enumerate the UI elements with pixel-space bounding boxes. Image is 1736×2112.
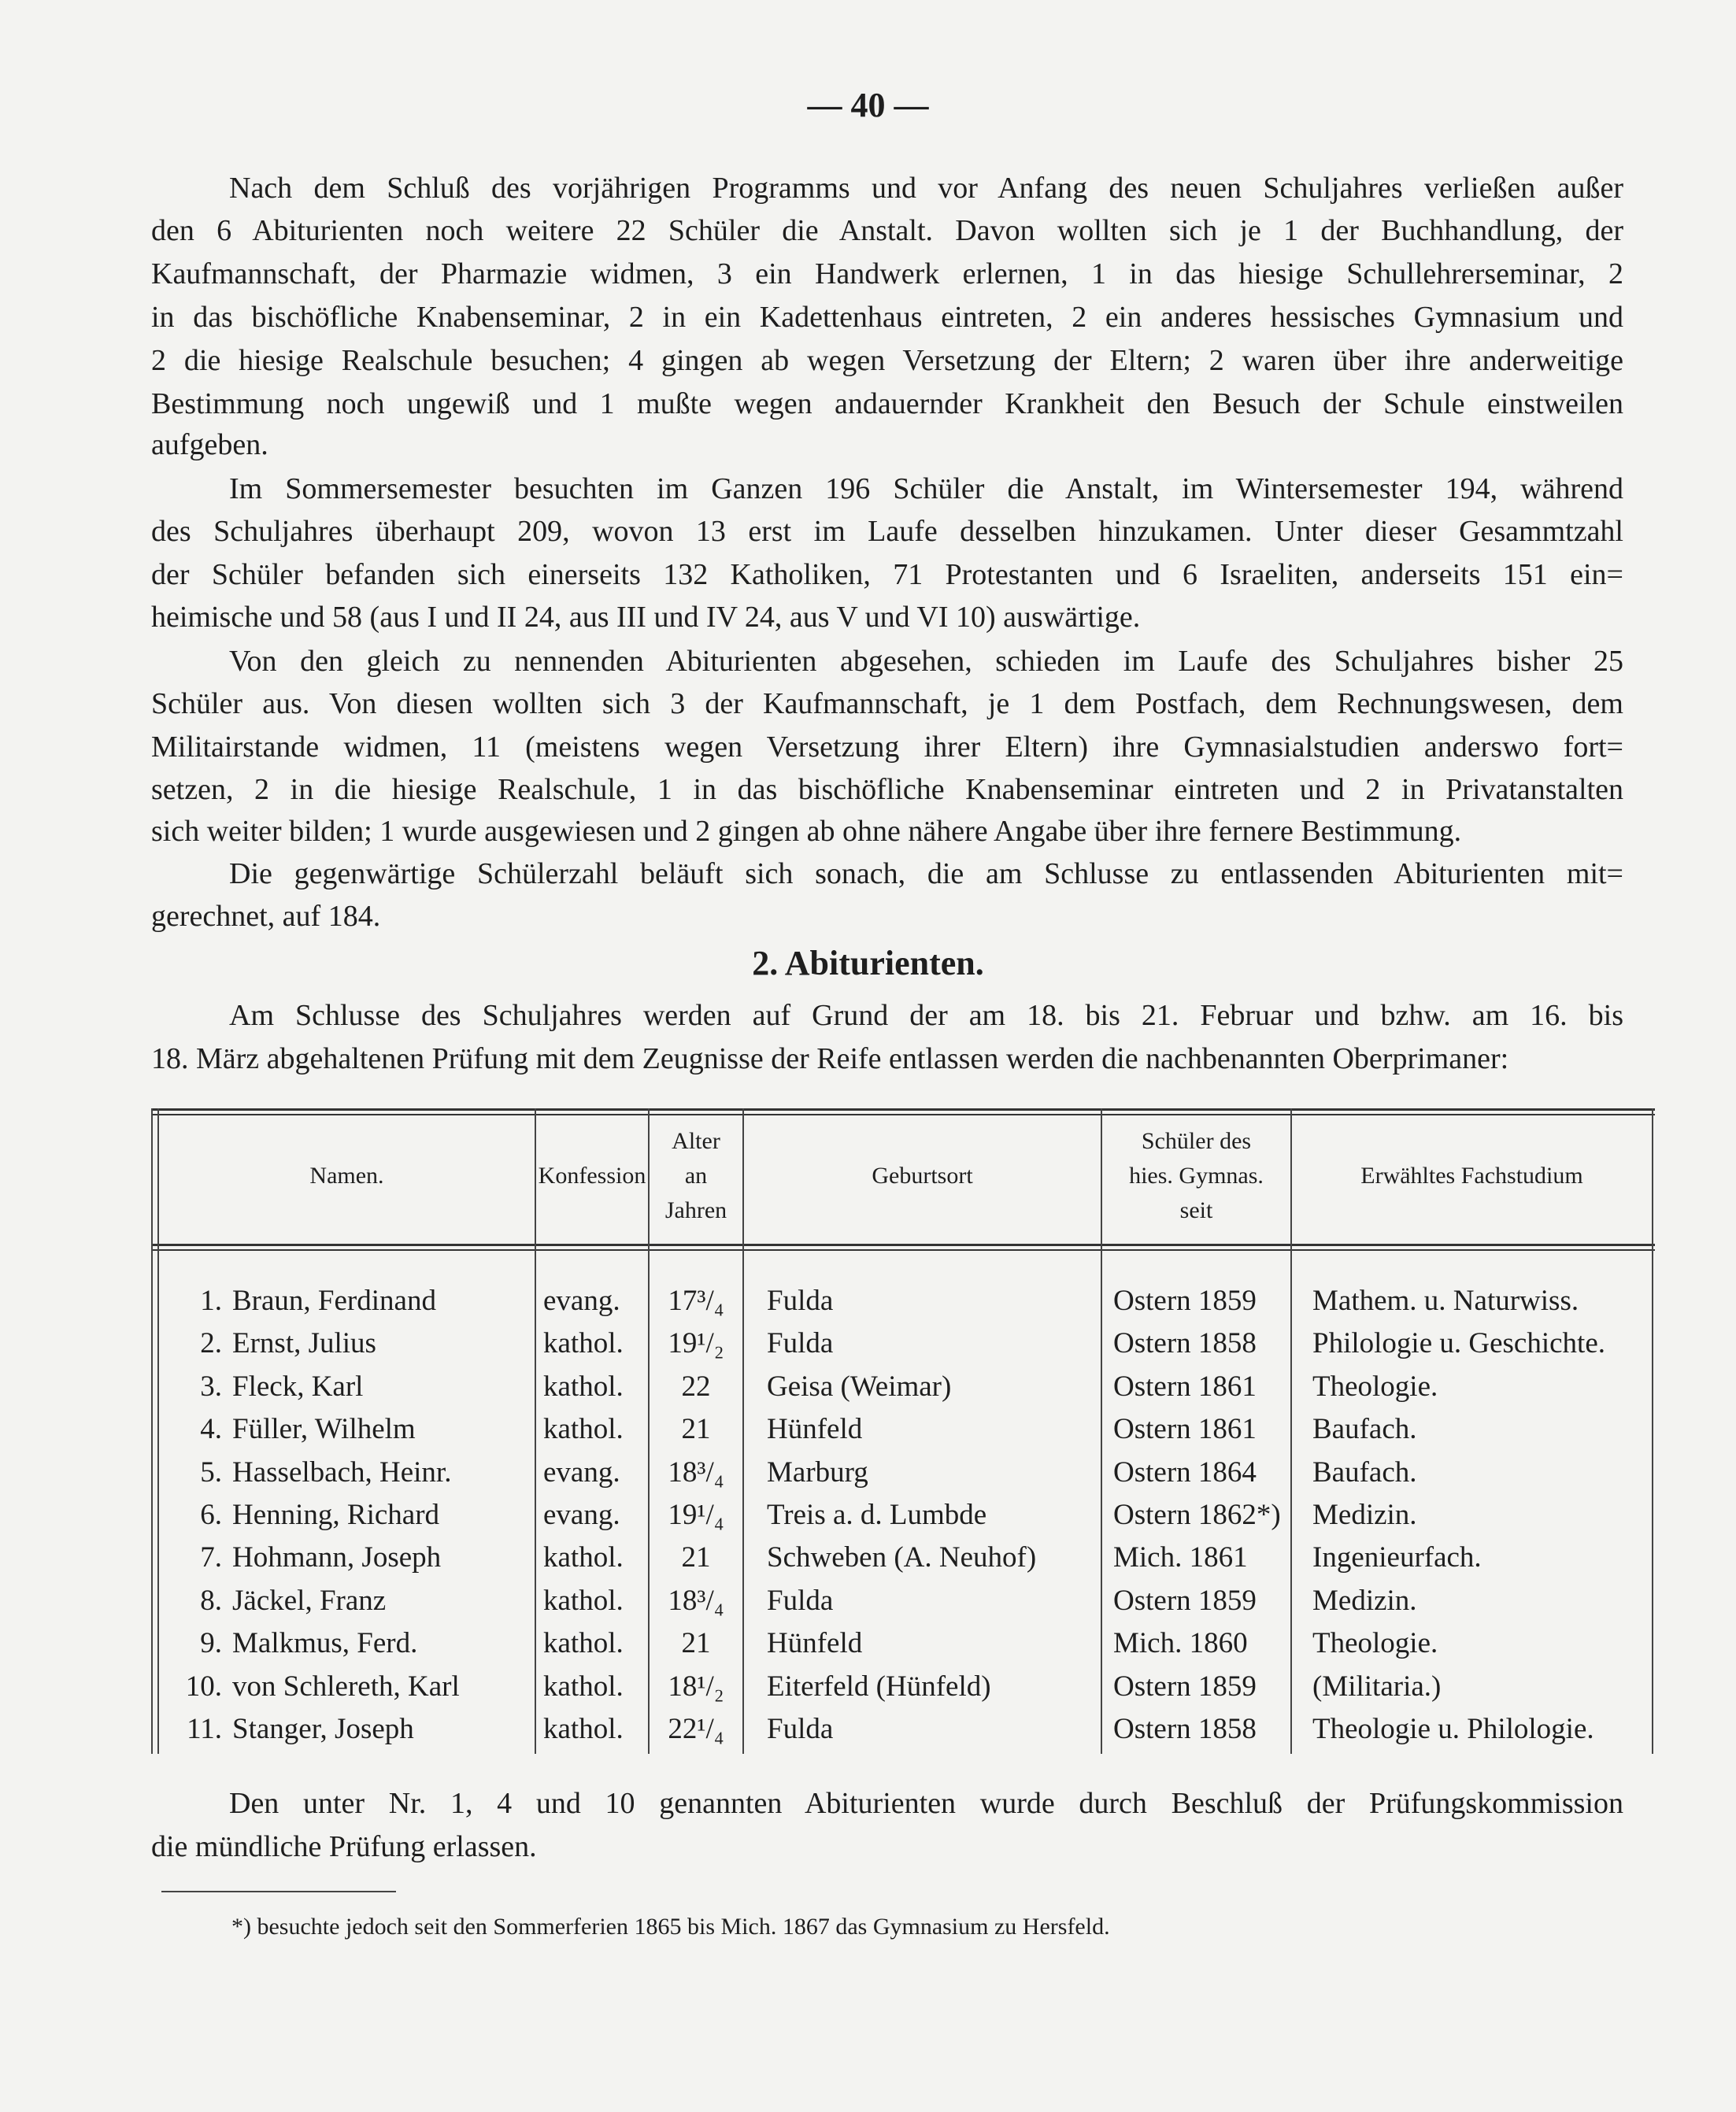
text-line: Nach dem Schluß des vorjährigen Programms und vor Anfang des neuen Schuljahres verließen außer bbox=[229, 172, 1623, 205]
cell-birthplace: Eiterfeld (Hünfeld) bbox=[767, 1670, 991, 1703]
cell-confession: evang. bbox=[543, 1455, 620, 1489]
footnote: *) besuchte jedoch seit den Sommerferien 1865 bis Mich. 1867 das Gymnasium zu Hersfeld. bbox=[231, 1914, 1110, 1940]
text-line: Von den gleich zu nennenden Abiturienten abgesehen, schieden im Laufe des Schuljahres bisher 25 bbox=[229, 645, 1623, 678]
cell-age: 21 bbox=[681, 1413, 711, 1446]
text-line: die mündliche Prüfung erlassen. bbox=[151, 1830, 537, 1863]
cell-age: 21 bbox=[681, 1627, 711, 1660]
cell-birthplace: Fulda bbox=[767, 1713, 834, 1745]
cell-name: Füller, Wilhelm bbox=[232, 1413, 416, 1446]
cell-no: 11. bbox=[187, 1713, 222, 1745]
header-age bbox=[650, 1124, 742, 1228]
cell-name: Malkmus, Ferd. bbox=[232, 1627, 418, 1660]
cell-name: Hohmann, Joseph bbox=[232, 1541, 442, 1574]
cell-no: 7. bbox=[200, 1541, 222, 1574]
cell-confession: kathol. bbox=[543, 1327, 624, 1360]
text-line: sich weiter bilden; 1 wurde ausgewiesen und 2 gingen ab ohne nähere Angabe über ihre fernere Bestimmung. bbox=[151, 815, 1462, 848]
header-age-line: an bbox=[684, 1163, 708, 1189]
cell-no: 9. bbox=[200, 1627, 222, 1660]
text-line: 2 die hiesige Realschule besuchen; 4 gingen ab wegen Versetzung der Eltern; 2 waren über ihre anderweitige bbox=[151, 344, 1623, 377]
cell-since: Ostern 1864 bbox=[1113, 1455, 1257, 1489]
cell-study: Theologie u. Philologie. bbox=[1312, 1713, 1594, 1745]
cell-confession: kathol. bbox=[543, 1627, 624, 1660]
cell-name: Fleck, Karl bbox=[232, 1370, 364, 1403]
cell-study: Baufach. bbox=[1312, 1413, 1417, 1446]
cell-no: 10. bbox=[185, 1670, 222, 1703]
cell-since: Ostern 1861 bbox=[1113, 1413, 1257, 1446]
cell-study: Medizin. bbox=[1312, 1499, 1417, 1531]
text-line: Am Schlusse des Schuljahres werden auf Grund der am 18. bis 21. Februar und bzhw. am 16. bis bbox=[229, 999, 1623, 1032]
cell-name: Hasselbach, Heinr. bbox=[232, 1455, 452, 1489]
text-line: gerechnet, auf 184. bbox=[151, 900, 381, 933]
cell-no: 3. bbox=[200, 1370, 222, 1403]
cell-name: Henning, Richard bbox=[232, 1499, 440, 1531]
cell-since: Ostern 1858 bbox=[1113, 1327, 1257, 1360]
cell-birthplace: Schweben (A. Neuhof) bbox=[767, 1541, 1037, 1574]
cell-study: Ingenieurfach. bbox=[1312, 1541, 1482, 1574]
text-line: Bestimmung noch ungewiß und 1 mußte wegen andauernder Krankheit den Besuch der Schule einstweilen bbox=[151, 387, 1623, 420]
cell-since: Ostern 1859 bbox=[1113, 1584, 1257, 1617]
header-confession: Konfession bbox=[538, 1163, 646, 1189]
header-birthplace: Geburtsort bbox=[872, 1163, 973, 1189]
cell-name: Stanger, Joseph bbox=[232, 1713, 414, 1745]
cell-since: Ostern 1858 bbox=[1113, 1713, 1257, 1745]
cell-since: Ostern 1861 bbox=[1113, 1370, 1257, 1403]
text-line: Militairstande widmen, 11 (meistens wegen Versetzung ihrer Eltern) ihre Gymnasialstudien anderswo fort= bbox=[151, 731, 1623, 764]
cell-since: Mich. 1860 bbox=[1113, 1627, 1248, 1660]
cell-confession: kathol. bbox=[543, 1670, 624, 1703]
cell-no: 5. bbox=[200, 1455, 222, 1489]
text-line: aufgeben. bbox=[151, 428, 268, 461]
header-name: Namen. bbox=[309, 1163, 384, 1189]
cell-confession: kathol. bbox=[543, 1584, 624, 1617]
cell-confession: kathol. bbox=[543, 1370, 624, 1403]
cell-name: Jäckel, Franz bbox=[232, 1584, 387, 1617]
text-line: den 6 Abiturienten noch weitere 22 Schüler die Anstalt. Davon wollten sich je 1 der Buchhandlung, der bbox=[151, 214, 1623, 247]
header-since-line: Schüler des bbox=[1141, 1128, 1252, 1154]
text-line: setzen, 2 in die hiesige Realschule, 1 in das bischöfliche Knabenseminar eintreten und 2 in Privatanstalten bbox=[151, 773, 1623, 806]
cell-age: 22¹/₄ bbox=[668, 1713, 724, 1745]
cell-age: 17³/₄ bbox=[668, 1285, 724, 1317]
text-line: Die gegenwärtige Schülerzahl beläuft sich sonach, die am Schlusse zu entlassenden Abiturienten mit= bbox=[229, 857, 1623, 890]
cell-study: Theologie. bbox=[1312, 1627, 1438, 1660]
cell-since: Mich. 1861 bbox=[1113, 1541, 1248, 1574]
cell-no: 1. bbox=[200, 1285, 222, 1317]
cell-age: 21 bbox=[681, 1541, 711, 1574]
graduates-table bbox=[151, 1108, 1655, 1754]
cell-age: 19¹/₄ bbox=[668, 1499, 724, 1531]
cell-study: (Militaria.) bbox=[1312, 1670, 1442, 1703]
header-age-line: Alter bbox=[672, 1128, 720, 1154]
cell-confession: kathol. bbox=[543, 1413, 624, 1446]
text-line: Schüler aus. Von diesen wollten sich 3 der Kaufmannschaft, je 1 dem Postfach, dem Rechnungswesen, dem bbox=[151, 687, 1623, 720]
text-line: in das bischöfliche Knabenseminar, 2 in ein Kadettenhaus eintreten, 2 ein anderes hessisches Gymnasium und bbox=[151, 301, 1623, 334]
cell-birthplace: Marburg bbox=[767, 1455, 868, 1489]
section-heading: 2. Abiturienten. bbox=[752, 944, 984, 982]
text-line: Kaufmannschaft, der Pharmazie widmen, 3 ein Handwerk erlernen, 1 in das hiesige Schullehrerseminar, 2 bbox=[151, 257, 1623, 290]
cell-birthplace: Hünfeld bbox=[767, 1413, 863, 1446]
cell-since: Ostern 1862*) bbox=[1113, 1499, 1281, 1531]
header-since-line: seit bbox=[1179, 1197, 1213, 1223]
cell-name: Ernst, Julius bbox=[232, 1327, 376, 1360]
page-number: — 40 — bbox=[807, 86, 929, 124]
cell-since: Ostern 1859 bbox=[1113, 1670, 1257, 1703]
cell-birthplace: Fulda bbox=[767, 1285, 834, 1317]
text-line: 18. März abgehaltenen Prüfung mit dem Zeugnisse der Reife entlassen werden die nachbenannten Oberprimaner: bbox=[151, 1042, 1509, 1075]
cell-study: Medizin. bbox=[1312, 1584, 1417, 1617]
cell-confession: kathol. bbox=[543, 1541, 624, 1574]
cell-age: 22 bbox=[681, 1370, 711, 1403]
cell-confession: kathol. bbox=[543, 1713, 624, 1745]
cell-age: 18³/₄ bbox=[668, 1584, 724, 1617]
cell-birthplace: Fulda bbox=[767, 1327, 834, 1360]
cell-name: Braun, Ferdinand bbox=[232, 1285, 436, 1317]
cell-age: 18³/₄ bbox=[668, 1455, 724, 1489]
cell-since: Ostern 1859 bbox=[1113, 1285, 1257, 1317]
cell-age: 18¹/₂ bbox=[668, 1670, 724, 1703]
cell-age: 19¹/₂ bbox=[668, 1327, 724, 1360]
text-line: der Schüler befanden sich einerseits 132 Katholiken, 71 Protestanten und 6 Israeliten, anderseits 151 ein= bbox=[151, 558, 1623, 591]
footnote-rule bbox=[161, 1891, 396, 1892]
cell-birthplace: Geisa (Weimar) bbox=[767, 1370, 952, 1403]
header-study: Erwähltes Fachstudium bbox=[1360, 1163, 1583, 1189]
cell-study: Philologie u. Geschichte. bbox=[1312, 1327, 1605, 1360]
cell-no: 6. bbox=[200, 1499, 222, 1531]
cell-study: Mathem. u. Naturwiss. bbox=[1312, 1285, 1579, 1317]
cell-confession: evang. bbox=[543, 1285, 620, 1317]
cell-study: Baufach. bbox=[1312, 1455, 1417, 1489]
text-line: des Schuljahres überhaupt 209, wovon 13 erst im Laufe desselben hinzukamen. Unter dieser Gesammtzahl bbox=[151, 515, 1623, 548]
header-since-line: hies. Gymnas. bbox=[1129, 1163, 1264, 1189]
text-line: heimische und 58 (aus I und II 24, aus III und IV 24, aus V und VI 10) auswärtige. bbox=[151, 601, 1141, 634]
cell-birthplace: Treis a. d. Lumbde bbox=[767, 1499, 987, 1531]
cell-study: Theologie. bbox=[1312, 1370, 1438, 1403]
cell-birthplace: Fulda bbox=[767, 1584, 834, 1617]
cell-confession: evang. bbox=[543, 1499, 620, 1531]
header-since bbox=[1102, 1124, 1290, 1228]
cell-birthplace: Hünfeld bbox=[767, 1627, 863, 1660]
text-line: Den unter Nr. 1, 4 und 10 genannten Abiturienten wurde durch Beschluß der Prüfungskommission bbox=[229, 1787, 1623, 1820]
cell-name: von Schlereth, Karl bbox=[232, 1670, 460, 1703]
cell-no: 4. bbox=[200, 1413, 222, 1446]
text-line: Im Sommersemester besuchten im Ganzen 196 Schüler die Anstalt, im Wintersemester 194, während bbox=[229, 472, 1623, 505]
cell-no: 2. bbox=[200, 1327, 222, 1360]
cell-no: 8. bbox=[200, 1584, 222, 1617]
header-age-line: Jahren bbox=[664, 1197, 727, 1223]
